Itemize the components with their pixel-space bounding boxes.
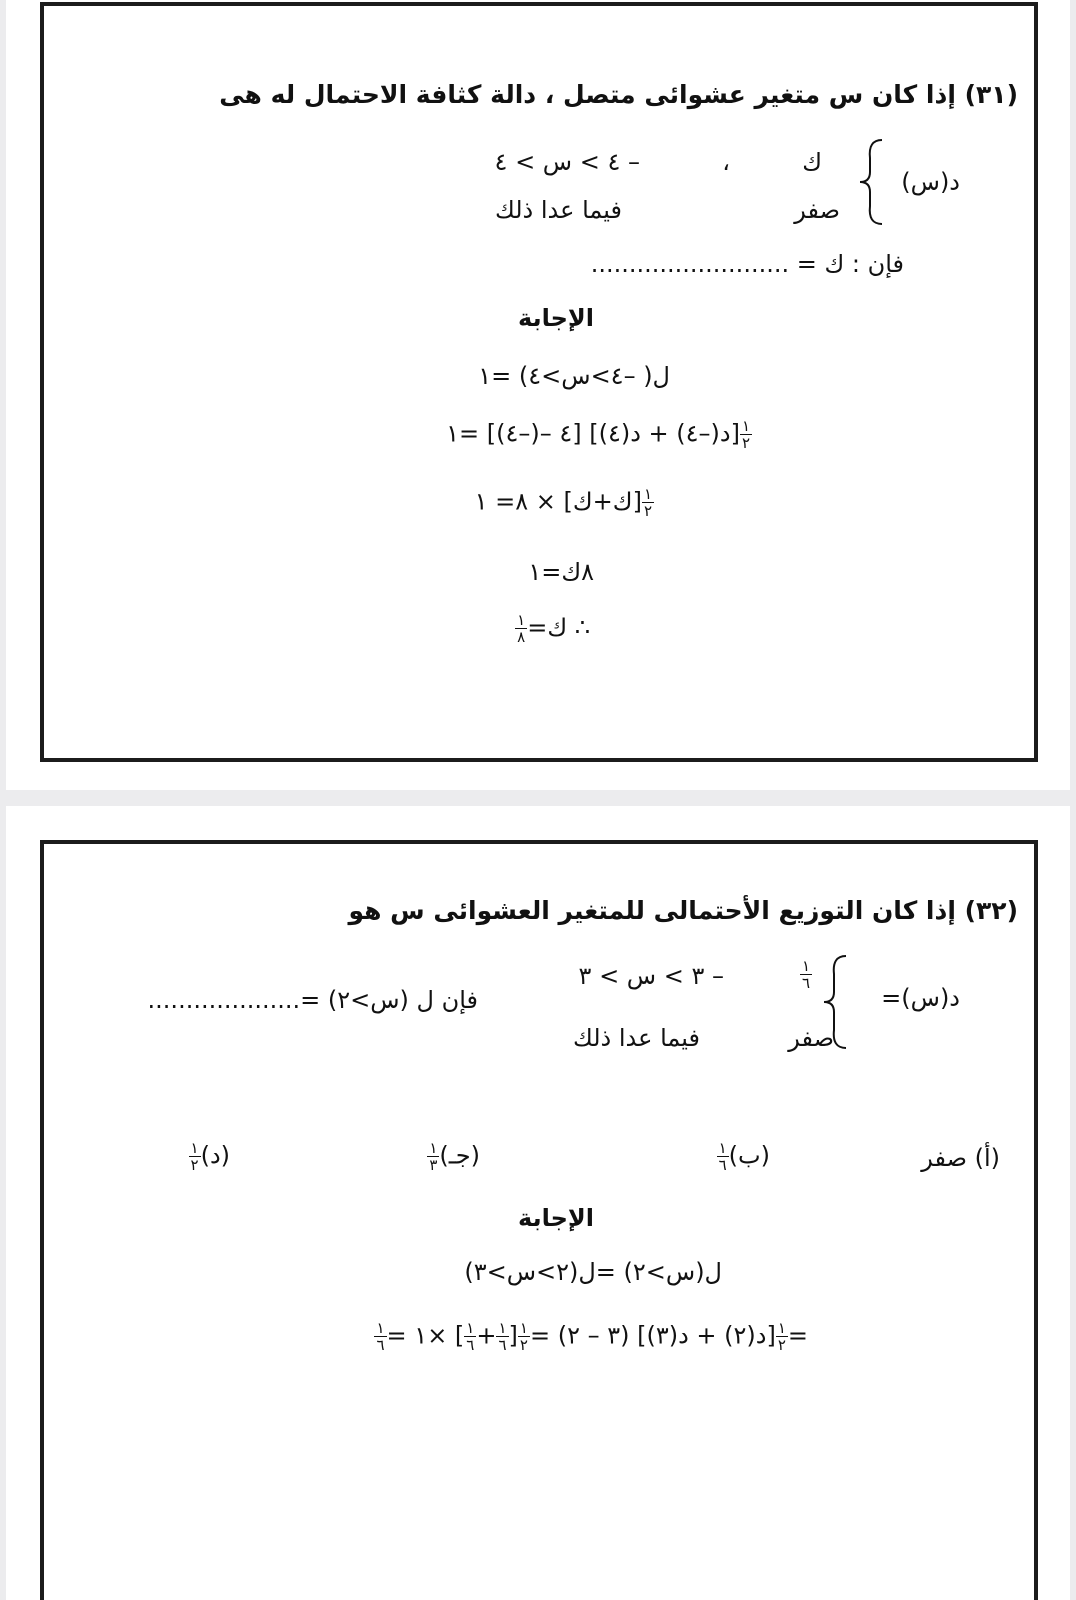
left-brace-icon [858,136,888,228]
density-function-label: د(س) [901,168,960,196]
solution-step-2: = $\frac{١}{٢}$ [د(٢) + د(٣)] (٣ – ٢) = $\frac{١}{٢}$ [ $\frac{١}{٦}$ + $\frac{١}{٦}$ ] ×١ = $\frac{١}{٦}$ [376,1319,808,1354]
solution-step-4: ٨ك=١ [528,558,594,586]
case1-value: ك [802,148,822,176]
find-probability-line: فإن ل (س>٢) =.................... [147,986,478,1014]
fraction: $\frac{١}{٢}$ [741,417,750,452]
answer-heading: الإجابة [518,304,594,332]
solution-step-1: ل(س>٢) =ل(٢>س>٣) [464,1258,722,1286]
fraction: $\frac{١}{٢}$ [519,1319,528,1354]
fraction: $\frac{١}{٢}$ [190,1139,199,1174]
case2-condition: فيما عدا ذلك [573,1024,700,1052]
solution-step-1: ل( –٤>س>٤) =١ [478,362,670,390]
question-32-text: (٣٢) إذا كان التوزيع الأحتمالى للمتغير العشوائى س هو [348,896,1018,925]
solution-step-5: ∴ ك= $\frac{١}{٨}$ [517,611,590,646]
page-q32 [6,806,1070,1600]
case1-comma: ، [722,148,730,176]
fraction: $\frac{١}{٣}$ [429,1139,438,1174]
fraction: $\frac{١}{٨}$ [517,611,526,646]
option-c[interactable]: (جـ) $\frac{١}{٣}$ [429,1139,480,1174]
fraction: $\frac{١}{٦}$ [466,1319,475,1354]
fraction: $\frac{١}{٢}$ [643,485,652,520]
option-b[interactable]: (ب) $\frac{١}{٦}$ [718,1139,770,1174]
case1-condition: – ٤ > س > ٤ [494,148,640,176]
page-q31 [6,0,1070,790]
fraction: $\frac{١}{٦}$ [801,957,810,992]
case2-value: صفر [794,196,840,224]
solution-step-3: $\frac{١}{٢}$ [ك+ك] × ٨= ١ [474,485,652,520]
case2-value: صفر [788,1024,834,1052]
fraction: $\frac{١}{٢}$ [777,1319,786,1354]
solution-step-2: $\frac{١}{٢}$ [د(–٤) + د(٤)] [٤ –(–٤)] =١ [446,417,750,452]
option-d[interactable]: (د) $\frac{١}{٢}$ [190,1139,230,1174]
answer-heading: الإجابة [518,1204,594,1232]
case1-value [800,958,812,991]
fraction: $\frac{١}{٦}$ [376,1319,385,1354]
fraction: $\frac{١}{٦}$ [498,1319,507,1354]
find-k-line: فإن : ك = .......................... [590,250,904,278]
option-a[interactable]: (أ) صفر [921,1144,1000,1172]
question-31-text: (٣١) إذا كان س متغير عشوائى متصل ، دالة كثافة الاحتمال له هى [219,80,1018,109]
case1-condition: – ٣ > س > ٣ [578,962,724,990]
fraction: $\frac{١}{٦}$ [718,1139,727,1174]
distribution-function-label: د(س)= [881,984,960,1012]
case2-condition: فيما عدا ذلك [495,196,622,224]
